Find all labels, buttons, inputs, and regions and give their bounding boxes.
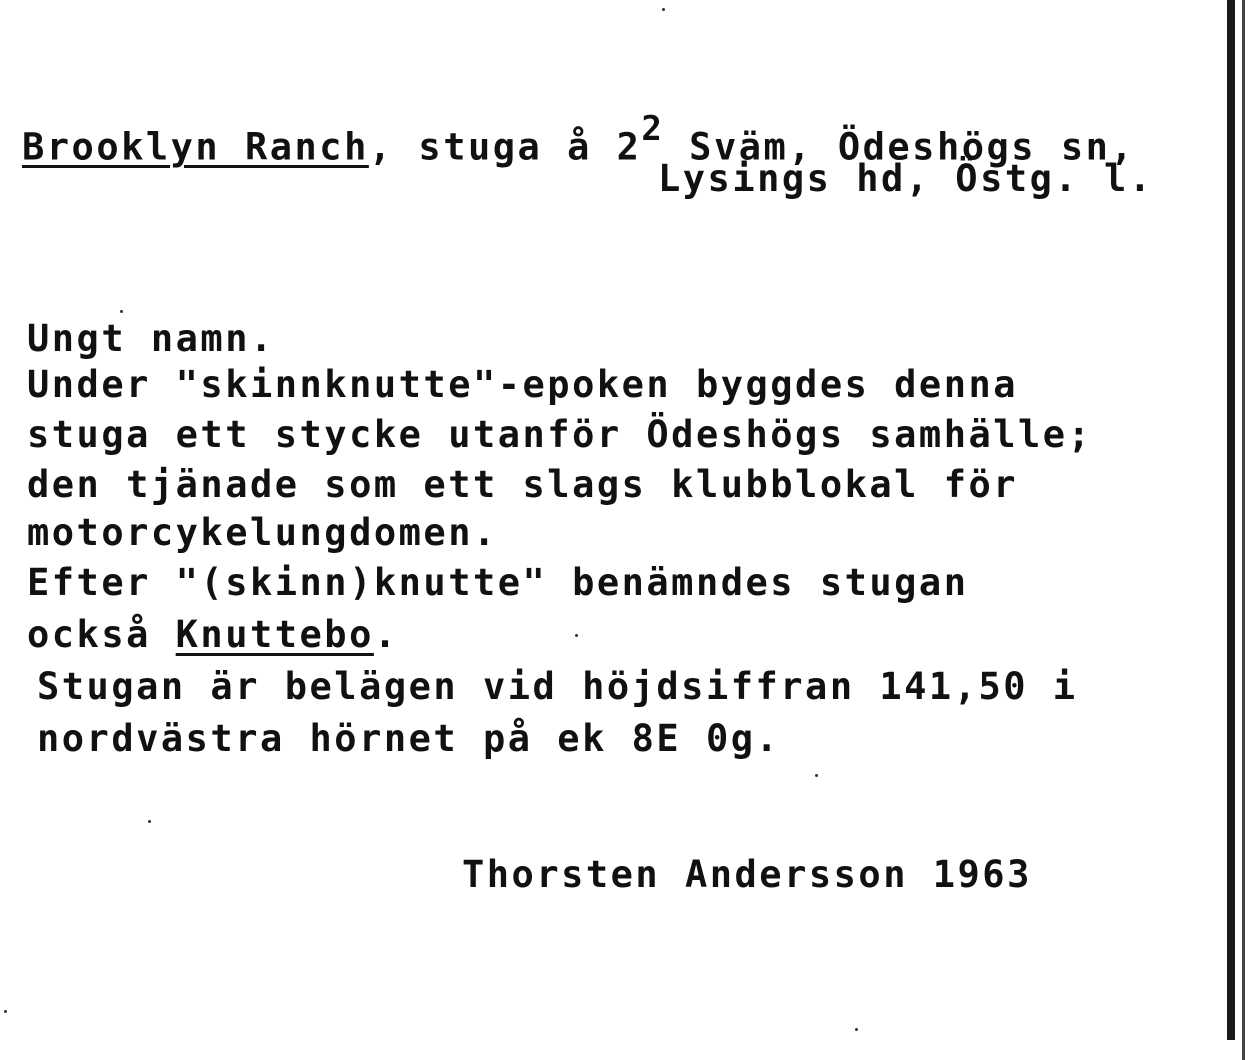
scan-speck (4, 1010, 7, 1013)
heading-superscript: 2 (641, 109, 665, 149)
body-line-7 (27, 613, 399, 656)
body-line-4: den tjänade som ett slags klubblokal för (27, 463, 1019, 506)
body-line-3: stuga ett stycke utanför Ödeshögs samhälle; (27, 413, 1093, 456)
card-edge-border-thin (1242, 0, 1245, 1060)
body-line-1: Ungt namn. (27, 317, 275, 360)
scan-speck (120, 310, 123, 313)
body-line-5: motorcykelungdomen. (27, 511, 498, 554)
body-line-8: Stugan är belägen vid höjdsiffran 141,50 i (37, 665, 1078, 708)
alt-place-name: Knuttebo (175, 613, 374, 656)
scan-speck (662, 8, 665, 11)
body-line-9: nordvästra hörnet på ek 8E 0g. (37, 717, 781, 760)
card-edge-border (1227, 0, 1235, 1040)
heading-text-a: , stuga å 2 (368, 125, 642, 169)
body-line-2: Under "skinnknutte"-epoken byggdes denna (27, 363, 1019, 406)
body-line-6: Efter "(skinn)knutte" benämndes stugan (27, 561, 969, 604)
place-name: Brooklyn Ranch (22, 125, 369, 169)
heading-line-2: Lysings hd, Östg. l. (658, 157, 1154, 200)
signature: Thorsten Andersson 1963 (462, 853, 1032, 896)
scan-speck (148, 820, 151, 823)
scan-speck (855, 1028, 858, 1031)
scan-speck (815, 774, 818, 777)
body-line-7-text: också (27, 613, 176, 656)
scan-speck (575, 634, 578, 637)
heading-text-b: Sväm, Ödeshögs sn, (664, 125, 1136, 169)
body-line-7-end: . (373, 613, 399, 656)
